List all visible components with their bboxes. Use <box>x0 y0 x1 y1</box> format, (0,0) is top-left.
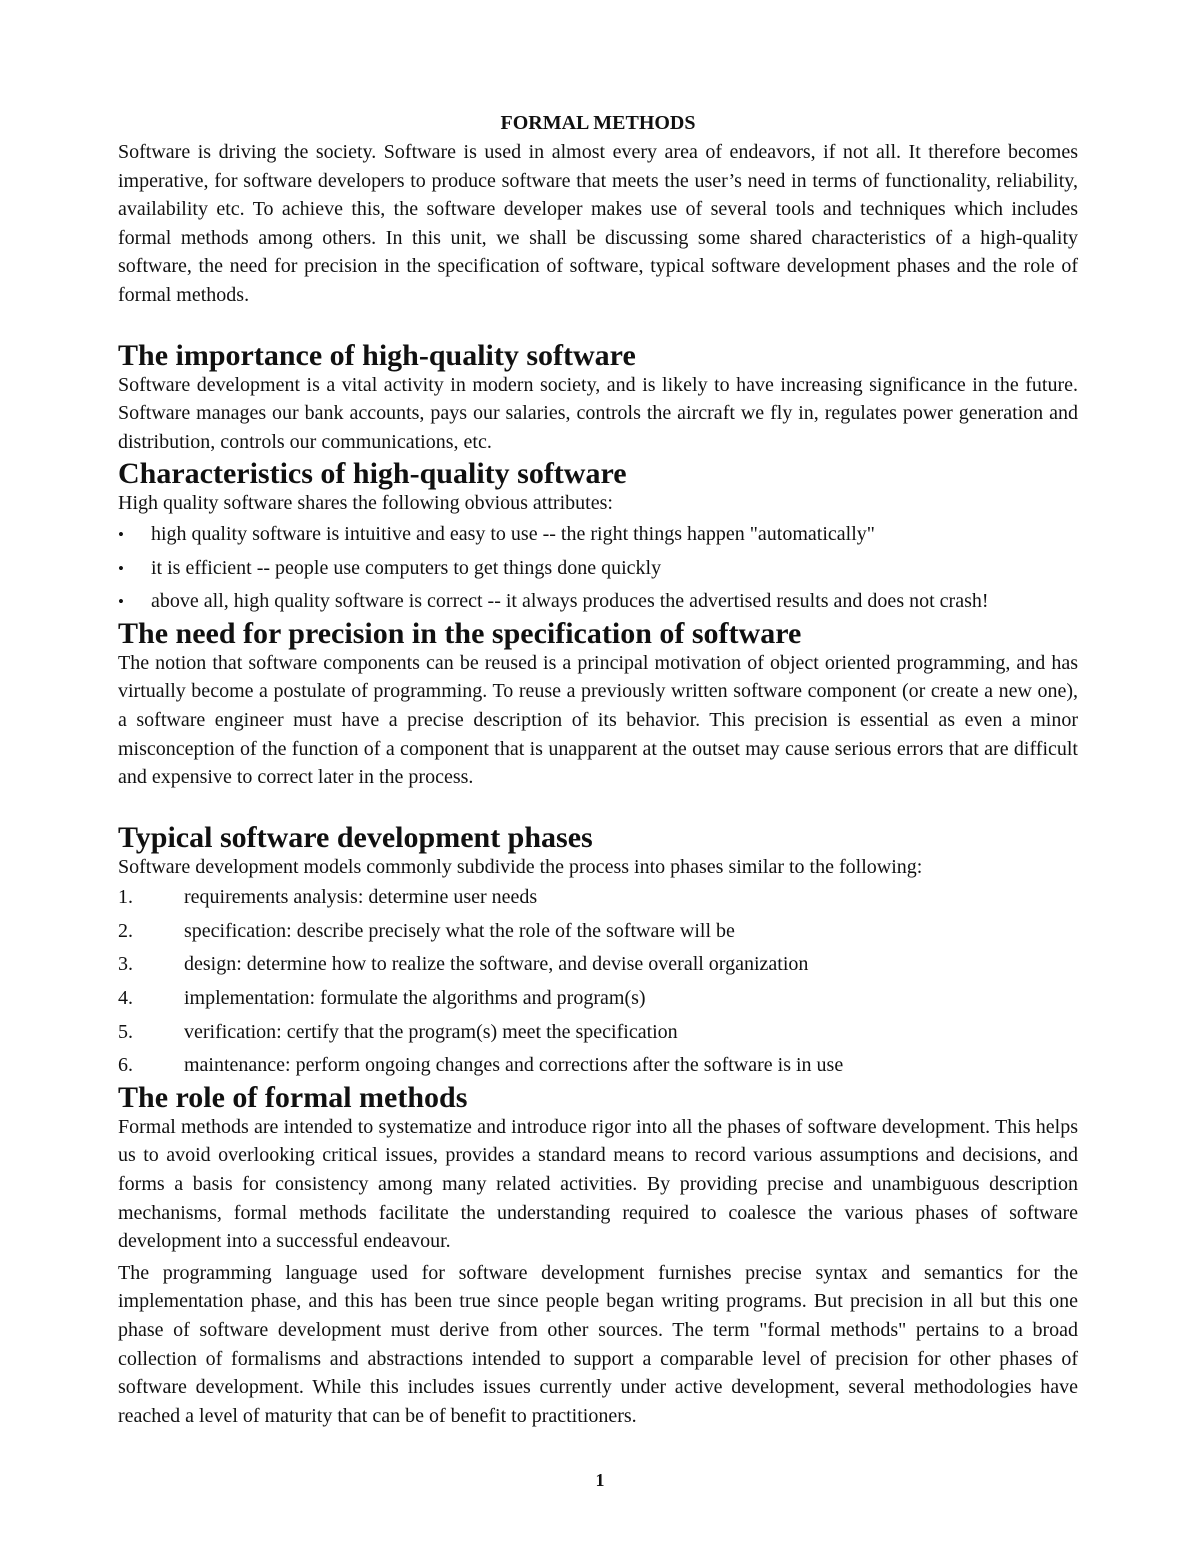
list-item-text: design: determine how to realize the software, and devise overall organization <box>184 953 809 976</box>
document-page <box>118 108 1078 1430</box>
intro-paragraph: Software is driving the society. Software is used in almost every area of endeavors, if not all. It therefore becomes imperative, for software developers to produce software that meets the user’s need in terms of functionality, reliability, availability etc. To achieve this, the software developer makes use of several tools and techniques which includes formal methods among others. In this unit, we shall be discussing some shared characteristics of a high-quality software, the need for precision in the specification of software, typical software development phases and the role of formal methods. <box>118 141 1078 306</box>
list-item-text: implementation: formulate the algorithms and program(s) <box>184 987 646 1010</box>
characteristics-list <box>118 518 1078 619</box>
section-heading-importance: The importance of high-quality software <box>118 338 636 372</box>
section-heading-precision: The need for precision in the specification of software <box>118 616 802 650</box>
list-item <box>118 585 1078 619</box>
list-item <box>118 552 1078 586</box>
section-role <box>118 1080 1078 1431</box>
list-item <box>118 518 1078 552</box>
page-title: FORMAL METHODS <box>500 112 696 134</box>
phases-list <box>118 881 1078 1083</box>
list-item <box>118 1049 1078 1083</box>
list-item-text: maintenance: perform ongoing changes and corrections after the software is in use <box>184 1054 844 1077</box>
bullet-icon: • <box>118 558 124 578</box>
list-item-text: verification: certify that the program(s) meet the specification <box>184 1020 678 1043</box>
precision-paragraph: The notion that software components can be reused is a principal motivation of object oriented programming, and has virtually become a postulate of programming. To reuse a previously written software component (or create a new one), a software engineer must have a precise description of its behavior. This precision is essential as even a minor misconception of the function of a component that is unapparent at the outset may cause serious errors that are difficult and expensive to correct later in the process. <box>118 651 1078 789</box>
list-item-text: requirements analysis: determine user needs <box>184 886 538 909</box>
list-item-text: above all, high quality software is correct -- it always produces the advertised results and does not crash! <box>151 590 989 613</box>
role-paragraph-2: The programming language used for software development furnishes precise syntax and semantics for the implementation phase, and this has been true since people began writing programs. But precision in all but this one phase of software development must derive from other sources. The term "formal methods" pertains to a broad collection of formalisms and abstractions intended to support a comparable level of precision for other phases of software development. While this includes issues currently under active development, several methodologies have reached a level of maturity that can be of benefit to practitioners. <box>118 1261 1078 1427</box>
spacer <box>118 792 1078 823</box>
spacer <box>118 310 1078 341</box>
importance-paragraph: Software development is a vital activity in modern society, and is likely to have increasing significance in the future. Software manages our bank accounts, pays our salaries, controls the aircraft we fly in, regulates power generation and distribution, controls our communications, etc. <box>118 373 1078 453</box>
list-item-text: it is efficient -- people use computers to get things done quickly <box>151 556 662 579</box>
section-heading-role: The role of formal methods <box>118 1080 468 1114</box>
list-number: 1. <box>118 886 133 909</box>
page-number: 1 <box>595 1470 605 1490</box>
list-item-text: high quality software is intuitive and easy to use -- the right things happen "automatically" <box>151 522 875 545</box>
list-number: 4. <box>118 987 133 1010</box>
bullet-icon: • <box>118 524 124 544</box>
list-item <box>118 915 1078 949</box>
list-number: 3. <box>118 953 133 976</box>
bullet-icon: • <box>118 592 124 612</box>
list-item <box>118 948 1078 982</box>
phases-intro: Software development models commonly subdivide the process into phases similar to the following: <box>118 855 923 878</box>
role-paragraph-1: Formal methods are intended to systematize and introduce rigor into all the phases of software development. This helps us to avoid overlooking critical issues, provides a standard means to record various assumptions and decisions, and forms a basis for consistency among many related activities. By providing precise and unambiguous description mechanisms, formal methods facilitate the understanding required to coalesce the various phases of software development into a successful endeavour. <box>118 1115 1078 1253</box>
list-item <box>118 982 1078 1016</box>
section-heading-characteristics: Characteristics of high-quality software <box>118 457 627 491</box>
list-item <box>118 881 1078 915</box>
section-phases <box>118 820 1078 1083</box>
section-characteristics <box>118 459 1078 618</box>
section-precision <box>118 616 1078 792</box>
list-item <box>118 1016 1078 1050</box>
list-number: 5. <box>118 1020 133 1043</box>
section-heading-phases: Typical software development phases <box>118 820 593 854</box>
section-importance <box>118 338 1078 457</box>
list-number: 6. <box>118 1054 133 1077</box>
list-number: 2. <box>118 919 133 942</box>
characteristics-intro: High quality software shares the following obvious attributes: <box>118 492 613 515</box>
list-item-text: specification: describe precisely what the role of the software will be <box>184 919 735 942</box>
